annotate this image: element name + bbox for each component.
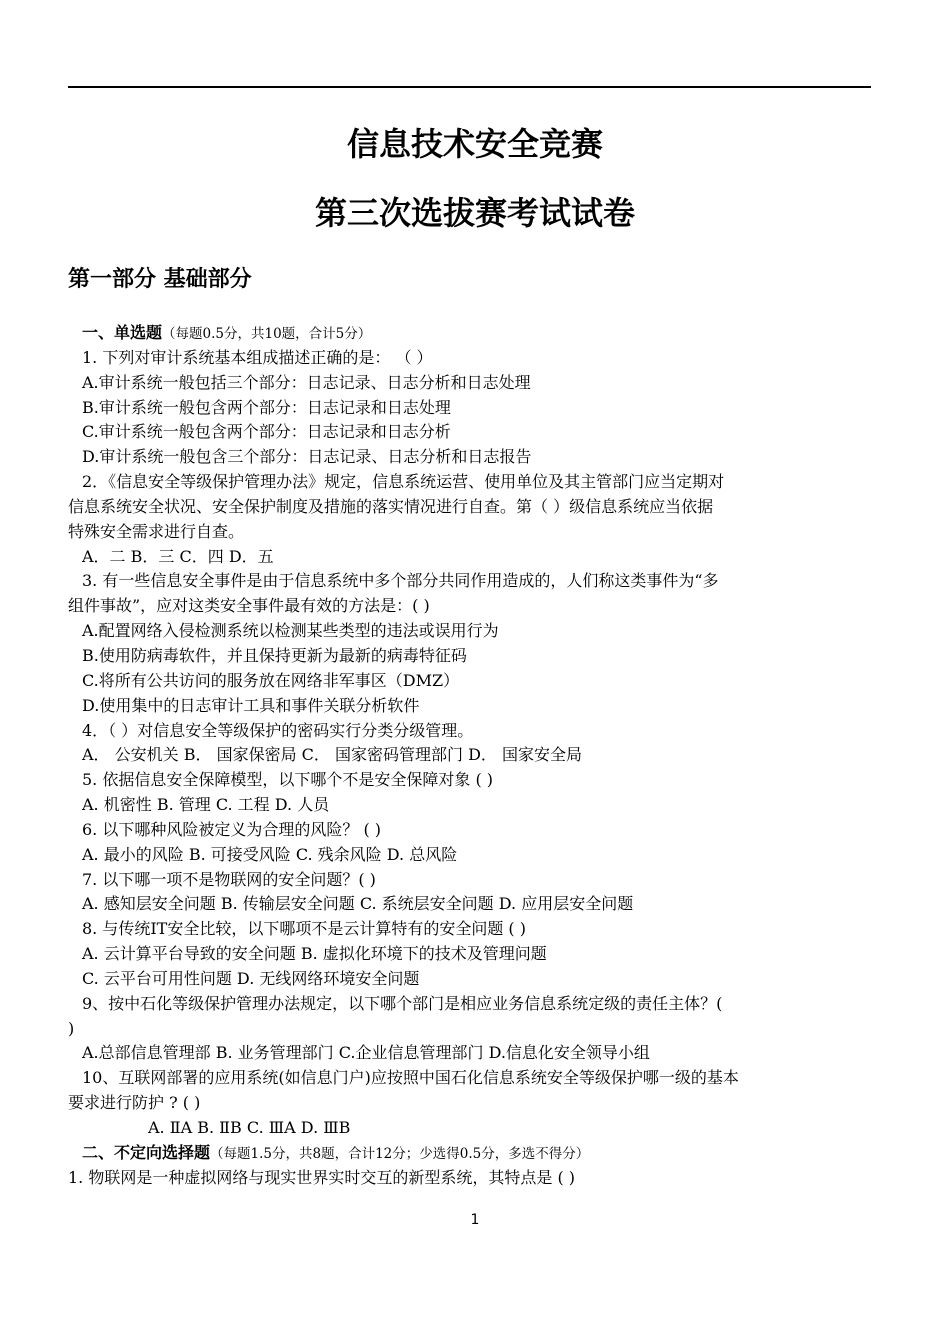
question-line: 3. 有一些信息安全事件是由于信息系统中多个部分共同作用造成的，人们称这类事件为“多 — [82, 571, 719, 591]
question-line: 要求进行防护 ? ( ) — [68, 1093, 201, 1113]
question-line: 10、互联网部署的应用系统(如信息门户)应按照中国石化信息系统安全等级保护哪一级的基本 — [82, 1068, 739, 1088]
option-line: D.使用集中的日志审计工具和事件关联分析软件 — [82, 695, 420, 715]
option-line: A.审计系统一般包括三个部分：日志记录、日志分析和日志处理 — [82, 372, 531, 392]
option-line: A. 最小的风险 B. 可接受风险 C. 残余风险 D. 总风险 — [82, 844, 458, 864]
option-line: C. 云平台可用性问题 D. 无线网络环境安全问题 — [82, 968, 420, 988]
question-line: 4．（ ）对信息安全等级保护的密码实行分类分级管理。 — [82, 720, 474, 740]
option-line: C.审计系统一般包含两个部分：日志记录和日志分析 — [82, 422, 451, 442]
option-line: D.审计系统一般包含三个部分：日志记录、日志分析和日志报告 — [82, 447, 532, 467]
exam-title: 信息技术安全竞赛 — [346, 125, 603, 163]
question-line: 6. 以下哪种风险被定义为合理的风险？ ( ) — [82, 819, 382, 839]
header-rule — [68, 86, 871, 88]
section-note: （每题1.5分，共8题，合计12分；少选得0.5分，多选不得分） — [210, 1145, 590, 1162]
option-line: A. 云计算平台导致的安全问题 B. 虚拟化环境下的技术及管理问题 — [82, 944, 547, 964]
question-line: 7. 以下哪一项不是物联网的安全问题？( ) — [82, 869, 376, 889]
section-note: （每题0.5分，共10题，合计5分） — [162, 326, 372, 342]
section-heading — [68, 321, 874, 346]
option-line: A. 感知层安全问题 B. 传输层安全问题 C. 系统层安全问题 D. 应用层安全问题 — [82, 894, 634, 914]
part-heading: 第一部分 基础部分 — [68, 267, 252, 292]
question-line: 9、按中石化等级保护管理办法规定，以下哪个部门是相应业务信息系统定级的责任主体？( — [82, 993, 723, 1013]
question-line: 信息系统安全状况、安全保护制度及措施的落实情况进行自查。第（ ）级信息系统应当依据 — [68, 496, 714, 516]
option-line: A． 公安机关 B． 国家保密局 C． 国家密码管理部门 D． 国家安全局 — [82, 745, 582, 765]
question-line: 8. 与传统IT安全比较，以下哪项不是云计算特有的安全问题 ( ) — [82, 919, 527, 939]
option-line: A.总部信息管理部 B. 业务管理部门 C.企业信息管理部门 D.信息化安全领导小组 — [82, 1043, 650, 1063]
section-title: 一、单选题 — [82, 323, 163, 342]
question-line: 组件事故”，应对这类安全事件最有效的方法是：( ) — [68, 596, 430, 616]
section-title: 二、不定向选择题 — [82, 1142, 211, 1162]
question-line: 特殊安全需求进行自查。 — [68, 521, 245, 541]
question-line: 2．《信息安全等级保护管理办法》规定，信息系统运营、使用单位及其主管部门应当定期对 — [82, 472, 725, 492]
question-line: ) — [68, 1018, 75, 1038]
option-line: C.将所有公共访问的服务放在网络非军事区（DMZ） — [82, 670, 460, 690]
question-line: 1. 物联网是一种虚拟网络与现实世界实时交互的新型系统，其特点是 ( ) — [68, 1167, 576, 1187]
question-line: 1. 下列对审计系统基本组成描述正确的是： （ ） — [82, 347, 433, 367]
option-line: B.审计系统一般包含两个部分：日志记录和日志处理 — [82, 397, 451, 417]
option-line: A. ⅡA B. ⅡB C. ⅢA D. ⅢB — [148, 1118, 351, 1137]
option-line: B.使用防病毒软件，并且保持更新为最新的病毒特征码 — [82, 645, 467, 665]
exam-body — [68, 321, 874, 1191]
option-line: A.配置网络入侵检测系统以检测某些类型的违法或误用行为 — [82, 621, 499, 641]
option-line: A. 机密性 B. 管理 C. 工程 D. 人员 — [82, 795, 330, 815]
question-line: 5. 依据信息安全保障模型，以下哪个不是安全保障对象 ( ) — [82, 770, 494, 790]
option-line: A．二 B．三 C．四 D．五 — [82, 546, 274, 566]
page-number: 1 — [470, 1212, 480, 1228]
section-heading — [68, 1141, 874, 1166]
exam-subtitle: 第三次选拔赛考试试卷 — [314, 194, 635, 232]
